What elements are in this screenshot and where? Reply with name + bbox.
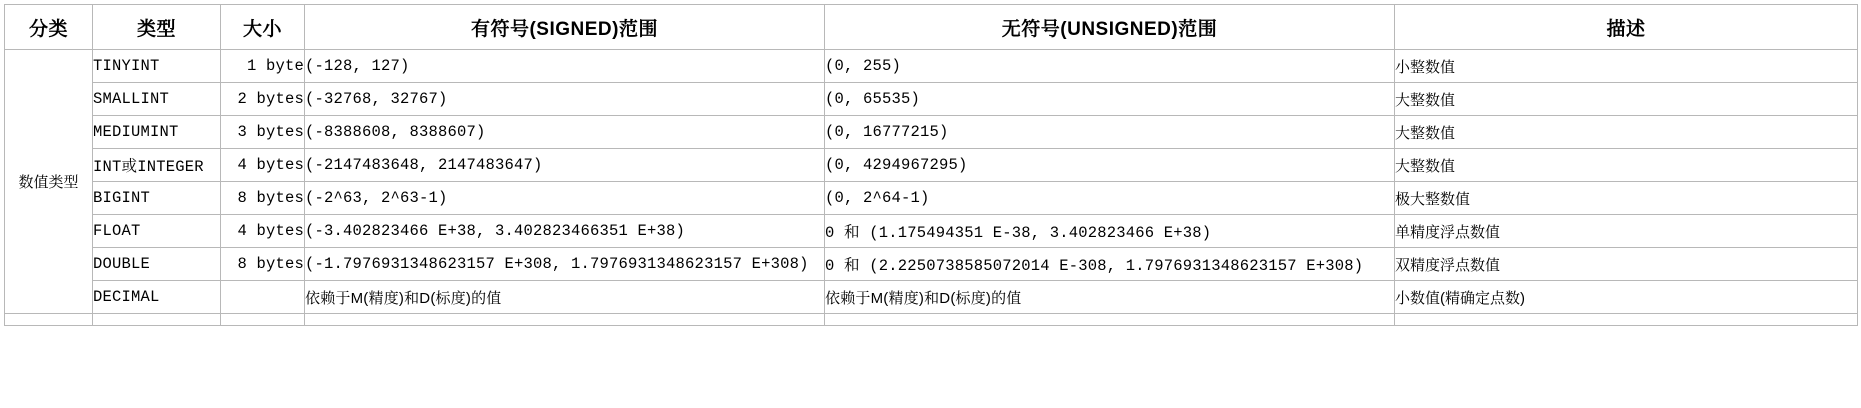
column-header-description: 描述 bbox=[1395, 5, 1858, 50]
cell-size: 1 byte bbox=[221, 50, 305, 83]
cell-description: 大整数值 bbox=[1395, 83, 1858, 116]
cell-type-partial bbox=[93, 314, 221, 326]
cell-signed-range: (-8388608, 8388607) bbox=[305, 116, 825, 149]
cell-signed-partial bbox=[305, 314, 825, 326]
cell-description: 极大整数值 bbox=[1395, 182, 1858, 215]
table-row bbox=[5, 116, 1858, 149]
cell-type: DECIMAL bbox=[93, 281, 221, 314]
cell-type: FLOAT bbox=[93, 215, 221, 248]
cell-description: 大整数值 bbox=[1395, 149, 1858, 182]
cell-signed-range: 依赖于M(精度)和D(标度)的值 bbox=[305, 281, 825, 314]
cell-unsigned-range: 0 和 (2.2250738585072014 E-308, 1.7976931348623157 E+308) bbox=[825, 248, 1395, 281]
cell-size: 2 bytes bbox=[221, 83, 305, 116]
cell-size: 4 bytes bbox=[221, 149, 305, 182]
cell-signed-range: (-32768, 32767) bbox=[305, 83, 825, 116]
mysql-numeric-datatypes-table bbox=[4, 4, 1858, 326]
table-row bbox=[5, 248, 1858, 281]
table-header bbox=[5, 5, 1858, 50]
cell-description: 小数值(精确定点数) bbox=[1395, 281, 1858, 314]
cell-description: 双精度浮点数值 bbox=[1395, 248, 1858, 281]
cell-unsigned-partial bbox=[825, 314, 1395, 326]
cell-unsigned-range: (0, 65535) bbox=[825, 83, 1395, 116]
table-row bbox=[5, 149, 1858, 182]
cell-signed-range: (-128, 127) bbox=[305, 50, 825, 83]
table-header-row bbox=[5, 5, 1858, 50]
column-header-category: 分类 bbox=[5, 5, 93, 50]
cell-description: 单精度浮点数值 bbox=[1395, 215, 1858, 248]
cell-signed-range: (-2^63, 2^63-1) bbox=[305, 182, 825, 215]
table-row bbox=[5, 281, 1858, 314]
cell-type: TINYINT bbox=[93, 50, 221, 83]
cell-category-partial bbox=[5, 314, 93, 326]
cell-type: DOUBLE bbox=[93, 248, 221, 281]
cell-size: 8 bytes bbox=[221, 182, 305, 215]
cell-type: INT或INTEGER bbox=[93, 149, 221, 182]
table-row bbox=[5, 50, 1858, 83]
column-header-size: 大小 bbox=[221, 5, 305, 50]
cell-size: 3 bytes bbox=[221, 116, 305, 149]
column-header-unsigned-range: 无符号(UNSIGNED)范围 bbox=[825, 5, 1395, 50]
table-row bbox=[5, 215, 1858, 248]
cell-type: SMALLINT bbox=[93, 83, 221, 116]
column-header-signed-range: 有符号(SIGNED)范围 bbox=[305, 5, 825, 50]
cell-size bbox=[221, 281, 305, 314]
cell-type: MEDIUMINT bbox=[93, 116, 221, 149]
cell-size: 4 bytes bbox=[221, 215, 305, 248]
cell-signed-range: (-1.7976931348623157 E+308, 1.7976931348623157 E+308) bbox=[305, 248, 825, 281]
category-cell-numeric: 数值类型 bbox=[5, 50, 93, 314]
table-row bbox=[5, 182, 1858, 215]
cell-unsigned-range: (0, 16777215) bbox=[825, 116, 1395, 149]
cell-signed-range: (-3.402823466 E+38, 3.402823466351 E+38) bbox=[305, 215, 825, 248]
cell-unsigned-range: (0, 255) bbox=[825, 50, 1395, 83]
cell-description: 小整数值 bbox=[1395, 50, 1858, 83]
cell-description: 大整数值 bbox=[1395, 116, 1858, 149]
table-body bbox=[5, 50, 1858, 326]
cell-description-partial bbox=[1395, 314, 1858, 326]
cell-size: 8 bytes bbox=[221, 248, 305, 281]
table-row bbox=[5, 83, 1858, 116]
cell-unsigned-range: 依赖于M(精度)和D(标度)的值 bbox=[825, 281, 1395, 314]
cell-signed-range: (-2147483648, 2147483647) bbox=[305, 149, 825, 182]
cell-unsigned-range: (0, 4294967295) bbox=[825, 149, 1395, 182]
cell-unsigned-range: (0, 2^64-1) bbox=[825, 182, 1395, 215]
cell-size-partial bbox=[221, 314, 305, 326]
column-header-type: 类型 bbox=[93, 5, 221, 50]
table-row-partial bbox=[5, 314, 1858, 326]
cell-type: BIGINT bbox=[93, 182, 221, 215]
cell-unsigned-range: 0 和 (1.175494351 E-38, 3.402823466 E+38) bbox=[825, 215, 1395, 248]
